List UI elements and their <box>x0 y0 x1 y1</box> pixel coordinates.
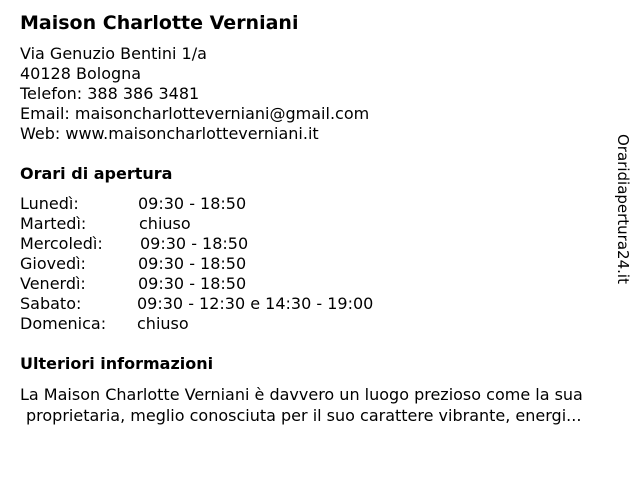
day-hours: 09:30 - 18:50 <box>138 194 247 213</box>
hours-row-sunday <box>20 314 440 334</box>
brand-watermark-text: Oraridiapertura24.it <box>614 134 632 284</box>
day-hours: 09:30 - 18:50 <box>140 234 249 253</box>
day-label: Lunedì: <box>20 194 79 213</box>
hours-row-thursday <box>20 254 440 274</box>
hours-row-monday <box>20 194 440 214</box>
city: 40128 Bologna <box>20 64 142 83</box>
info-text <box>20 384 632 426</box>
business-name: Maison Charlotte Verniani <box>20 12 299 34</box>
hours-row-saturday <box>20 294 440 314</box>
address: Via Genuzio Bentini 1/a <box>20 44 207 63</box>
day-label: Giovedì: <box>20 254 86 273</box>
brand-watermark <box>612 134 634 309</box>
day-hours: 09:30 - 18:50 <box>138 254 247 273</box>
day-label: Venerdì: <box>20 274 86 293</box>
day-label: Sabato: <box>20 294 82 313</box>
hours-heading: Orari di apertura <box>20 164 173 183</box>
day-hours: 09:30 - 18:50 <box>138 274 247 293</box>
day-label: Mercoledì: <box>20 234 103 253</box>
info-heading: Ulteriori informazioni <box>20 354 214 373</box>
hours-row-tuesday <box>20 214 440 234</box>
info-line-2: proprietaria, meglio conosciuta per il suo carattere vibrante, energi... <box>26 406 582 425</box>
day-hours: chiuso <box>137 314 189 333</box>
day-label: Martedì: <box>20 214 87 233</box>
day-hours: 09:30 - 12:30 e 14:30 - 19:00 <box>137 294 374 313</box>
phone: Telefon: 388 386 3481 <box>20 84 200 103</box>
info-line-1: La Maison Charlotte Verniani è davvero un luogo prezioso come la sua <box>20 385 583 404</box>
hours-table <box>20 194 440 334</box>
day-hours: chiuso <box>139 214 191 233</box>
contact-block <box>20 44 369 144</box>
day-label: Domenica: <box>20 314 107 333</box>
hours-row-friday <box>20 274 440 294</box>
email: Email: maisoncharlotteverniani@gmail.com <box>20 104 370 123</box>
website: Web: www.maisoncharlotteverniani.it <box>20 124 319 143</box>
hours-row-wednesday <box>20 234 440 254</box>
